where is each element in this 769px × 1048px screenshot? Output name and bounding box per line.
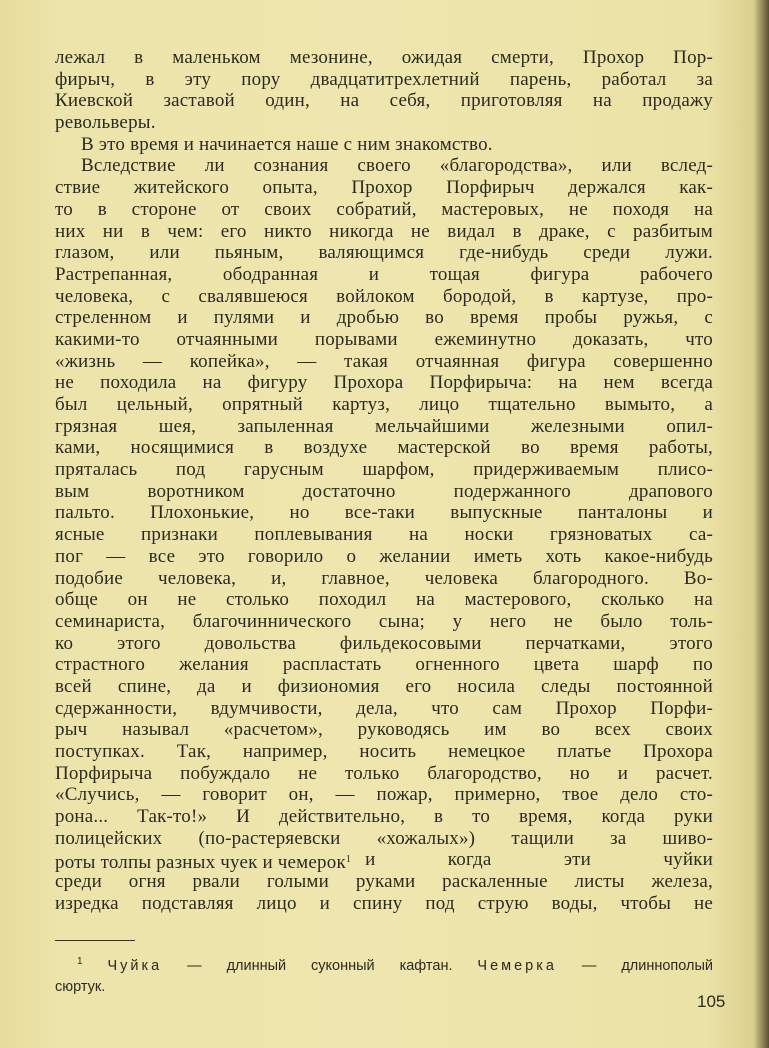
- text-line: стреленном и пулями и дробью во время пробы ружья, с: [55, 307, 713, 329]
- text-line: рыч называл «расчетом», руководясь им во всех своих: [55, 719, 713, 741]
- text-line: В это время и начинается наше с ним знакомство.: [81, 133, 493, 155]
- page-number: 105: [697, 992, 726, 1011]
- footnote-divider: [55, 940, 135, 941]
- text-line: ко этого довольства фильдекосовыми перчатками, этого: [55, 632, 713, 654]
- text-line: то в стороне от своих собратий, мастеровых, не походя на: [55, 198, 713, 220]
- text-line: среди огня рвали голыми руками раскаленные листы железа,: [55, 871, 713, 893]
- text-line: револьверы.: [55, 112, 156, 134]
- text-line: Вследствие ли сознания своего «благородства», или вслед-: [81, 155, 713, 177]
- footnote-term: Чемерка: [477, 958, 557, 974]
- text-line: «Случись, — говорит он, — пожар, примерно, твое дело сто-: [55, 784, 713, 806]
- text-line: какими-то отчаянными порывами ежеминутно доказать, что: [55, 328, 713, 350]
- text-line: лежал в маленьком мезонине, ожидая смерти, Прохор Пор-: [55, 47, 713, 68]
- text-line: «жизнь — копейка», — такая отчаянная фигура совершенно: [55, 350, 713, 372]
- footnote-number: 1: [77, 956, 83, 967]
- text-line: пог — все это говорило о желании иметь хоть какое-нибудь: [55, 545, 713, 567]
- text-line: был цельный, опрятный картуз, лицо тщательно вымыто, а: [55, 394, 713, 415]
- text-line: рона... Так-то!» И действительно, в то время, когда руки: [55, 806, 713, 828]
- text-line-start: роты толпы разных чуек и чемерок$^1$: [55, 852, 352, 874]
- text-line: семинариста, благочиннического сына; у него не было толь-: [55, 610, 713, 632]
- text-line: вым воротником достаточно подержанного драпового: [55, 480, 713, 502]
- text-line: подобие человека, и, главное, человека благородного. Во-: [55, 567, 713, 589]
- text-line: полицейских (по-растеряевски «хожалых») тащили за шиво-: [55, 827, 713, 849]
- text-line: [55, 849, 713, 874]
- text-line: ствие житейского опыта, Прохор Порфирыч держался как-: [55, 177, 713, 199]
- text-line: изредка подставляя лицо и спину под струю воды, чтобы не: [55, 892, 713, 914]
- body-text: [55, 47, 713, 915]
- text-line: них ни в чем: его никто никогда не видал в драке, с разбитым: [55, 220, 713, 242]
- text-line: Растрепанная, ободранная и тощая фигура рабочего: [55, 263, 713, 285]
- footnote-line: [55, 951, 713, 977]
- text-line: не походила на фигуру Прохора Порфирыча: на нем всегда: [55, 372, 713, 394]
- text-line: грязная шея, запыленная мельчайшими железными опил-: [55, 415, 713, 437]
- text-line: ясные признаки поплевывания на носки грязноватых са-: [55, 524, 713, 546]
- text-line: человека, с свалявшеюся войлоком бородой, в картузе, про-: [55, 285, 713, 307]
- footnote-marker: 1: [345, 854, 352, 866]
- text-line: пряталась под гарусным шарфом, придерживаемым плисо-: [55, 459, 713, 481]
- text-line: обще он не столько походил на мастерового, сколько на: [55, 589, 713, 611]
- text-line: пальто. Плохонькие, но все-таки выпускные панталоны и: [55, 502, 713, 524]
- text-line: фирыч, в эту пору двадцатитрехлетний парень, работал за: [55, 68, 713, 90]
- text-line: страстного желания распластать огненного цвета шарф по: [55, 654, 713, 676]
- text-line: ками, носящимися в воздухе мастерской во время работы,: [55, 437, 713, 459]
- text-line: глазом, или пьяным, валяющимся где-нибудь среди лужи.: [55, 242, 713, 264]
- footnote-definition: — длинный суконный кафтан.: [187, 958, 453, 974]
- text-line: Порфирыча побуждало не только благородство, но и расчет.: [55, 762, 713, 784]
- text-line: сдержанности, вдумчивости, дела, что сам Прохор Порфи-: [55, 697, 713, 719]
- footnote-line: сюртук.: [55, 979, 106, 995]
- text-line: всей спине, да и физиономия его носила следы постоянной: [55, 675, 713, 697]
- text-line: поступках. Так, например, носить немецкое платье Прохора: [55, 741, 713, 762]
- footnote: [55, 951, 713, 998]
- footnote-definition: — длиннополый: [581, 958, 714, 974]
- footnote-term: Чуйка: [107, 958, 163, 974]
- text-line: Киевской заставой один, на себя, приготовляя на продажу: [55, 90, 713, 112]
- text-line-end: и когда эти чуйки: [365, 849, 713, 871]
